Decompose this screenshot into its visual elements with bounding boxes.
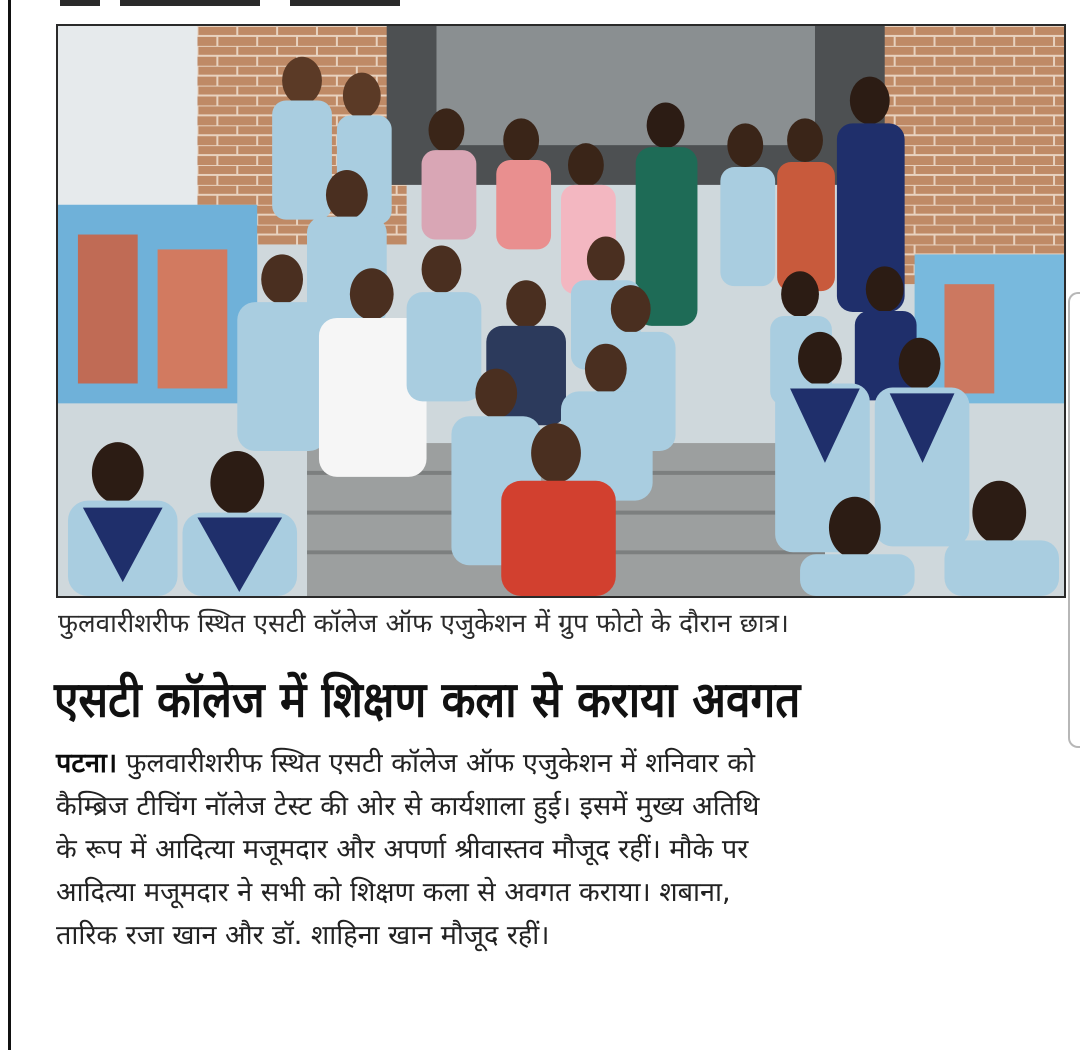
- body-line-2: कैम्ब्रिज टीचिंग नॉलेज टेस्ट की ओर से कार्यशाला हुई। इसमें मुख्य अतिथि: [56, 791, 760, 822]
- clipped-previous-text-line: [0, 0, 1080, 16]
- dateline: पटना।: [56, 748, 118, 779]
- photo-caption: फुलवारीशरीफ स्थित एसटी कॉलेज ऑफ एजुकेशन में ग्रुप फोटो के दौरान छात्र।: [58, 609, 789, 639]
- body-line-4: आदित्या मजूमदार ने सभी को शिक्षण कला से अवगत कराया। शबाना,: [56, 877, 731, 908]
- column-rule: [8, 0, 11, 1050]
- group-photo: [56, 24, 1066, 598]
- body-line-3: के रूप में आदित्या मजूमदार और अपर्णा श्रीवास्तव मौजूद रहीं। मौके पर: [56, 834, 749, 865]
- article-body: [56, 742, 1056, 957]
- scroll-edge-bracket: [1068, 292, 1080, 748]
- article-headline: एसटी कॉलेज में शिक्षण कला से कराया अवगत: [54, 671, 801, 729]
- group-photo-illustration: [58, 26, 1064, 596]
- body-line-1: पटना। फुलवारीशरीफ स्थित एसटी कॉलेज ऑफ एजुकेशन में शनिवार को: [56, 748, 755, 779]
- body-line-5: तारिक रजा खान और डॉ. शाहिना खान मौजूद रहीं।: [56, 920, 550, 951]
